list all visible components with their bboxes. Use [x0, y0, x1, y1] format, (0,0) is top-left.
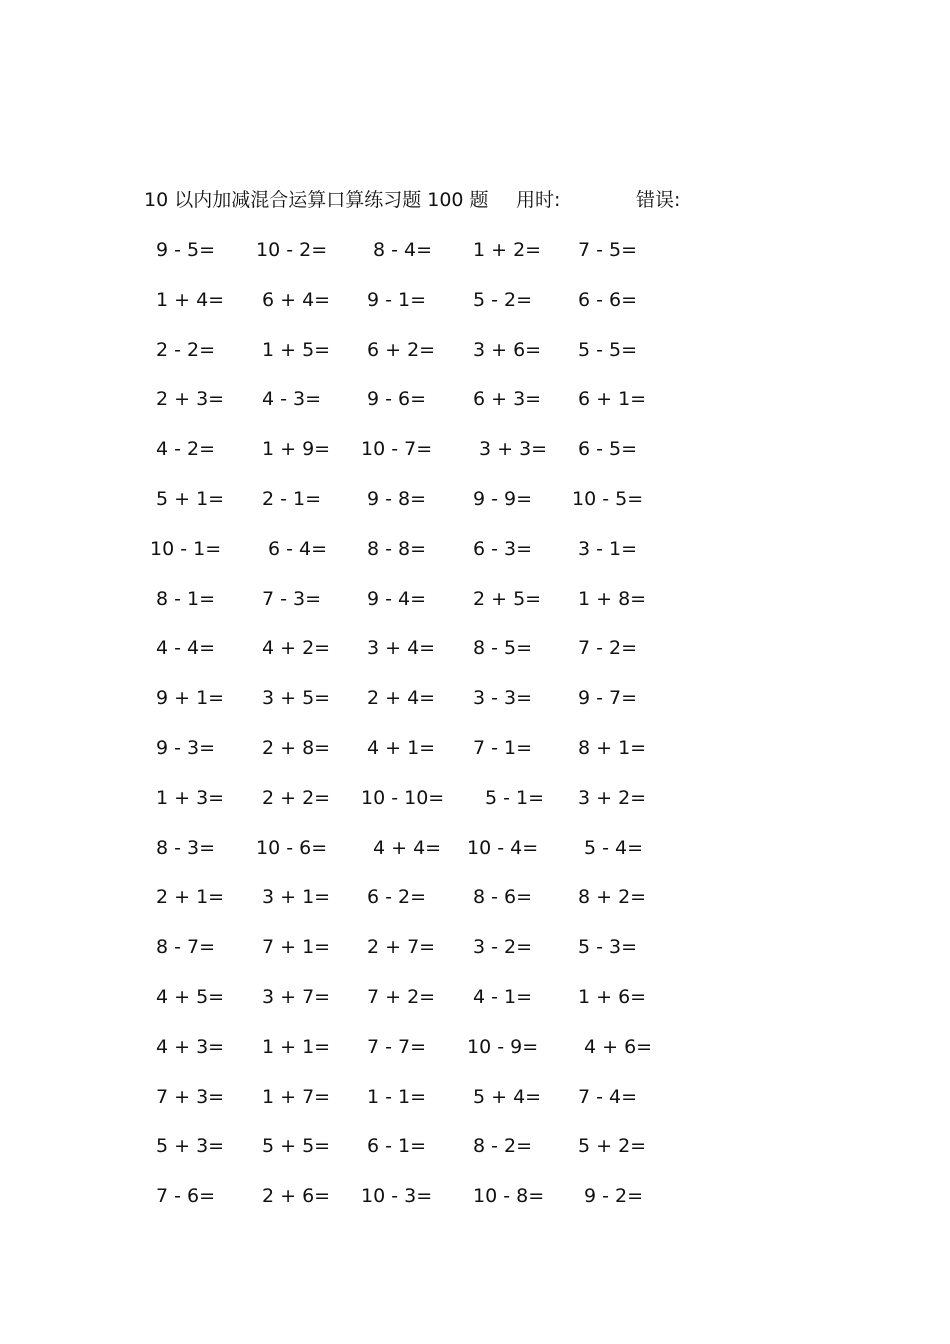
problem-item: 2 - 2= — [156, 338, 216, 361]
problem-item: 6 - 3= — [473, 537, 533, 560]
problem-row — [0, 834, 950, 884]
problem-item: 5 + 3= — [156, 1135, 225, 1158]
problem-row — [0, 435, 950, 485]
problem-item: 9 - 5= — [156, 239, 216, 261]
problem-item: 8 + 1= — [578, 736, 647, 759]
problem-item: 8 - 4= — [373, 239, 433, 261]
problem-item: 5 - 5= — [578, 338, 638, 361]
problem-item: 3 + 7= — [262, 985, 331, 1008]
problem-item: 4 + 5= — [156, 985, 225, 1008]
problem-item: 3 + 6= — [473, 338, 542, 361]
problem-item: 6 - 2= — [367, 886, 427, 909]
errors-label: 错误: — [636, 189, 681, 211]
problem-item: 10 - 3= — [361, 1185, 433, 1208]
problem-item: 1 + 6= — [578, 985, 647, 1008]
problem-item: 1 + 5= — [262, 338, 331, 361]
problem-row — [0, 1083, 950, 1133]
problem-item: 8 - 5= — [473, 637, 533, 660]
problem-item: 3 + 5= — [262, 687, 331, 710]
problem-row — [0, 784, 950, 834]
problem-item: 6 + 4= — [262, 288, 331, 311]
problem-item: 9 + 1= — [156, 687, 225, 710]
problem-item: 3 + 4= — [367, 637, 436, 660]
problem-item: 2 + 1= — [156, 886, 225, 909]
problem-row — [0, 983, 950, 1033]
problem-item: 2 + 6= — [262, 1185, 331, 1208]
problem-item: 6 + 2= — [367, 338, 436, 361]
problem-item: 1 + 2= — [473, 239, 542, 261]
problem-row — [0, 634, 950, 684]
problem-item: 2 + 2= — [262, 786, 331, 809]
problem-item: 4 - 4= — [156, 637, 216, 660]
problem-item: 10 - 4= — [467, 836, 539, 859]
problem-item: 10 - 9= — [467, 1035, 539, 1058]
problem-item: 5 + 5= — [262, 1135, 331, 1158]
problem-row — [0, 734, 950, 784]
problem-item: 9 - 7= — [578, 687, 638, 710]
problem-row — [0, 933, 950, 983]
problem-item: 1 + 8= — [578, 587, 647, 610]
problem-item: 8 + 2= — [578, 886, 647, 909]
problem-item: 9 - 8= — [367, 487, 427, 510]
problem-row — [0, 236, 950, 286]
problem-item: 3 - 2= — [473, 936, 533, 959]
problem-item: 9 - 9= — [473, 487, 533, 510]
problem-item: 1 - 1= — [367, 1085, 427, 1108]
problem-item: 5 + 2= — [578, 1135, 647, 1158]
problem-row — [0, 883, 950, 933]
problem-item: 9 - 6= — [367, 388, 427, 411]
problem-item: 10 - 6= — [256, 836, 328, 859]
problem-item: 6 - 4= — [268, 537, 328, 560]
problem-item: 9 - 4= — [367, 587, 427, 610]
problem-item: 4 + 1= — [367, 736, 436, 759]
problem-item: 7 - 4= — [578, 1085, 638, 1108]
problem-item: 4 - 2= — [156, 438, 216, 461]
problem-item: 4 + 2= — [262, 637, 331, 660]
problem-item: 7 - 1= — [473, 736, 533, 759]
problem-item: 3 + 1= — [262, 886, 331, 909]
problem-item: 6 + 1= — [578, 388, 647, 411]
problem-item: 5 - 4= — [584, 836, 644, 859]
problem-grid — [0, 236, 950, 1232]
problem-item: 5 + 1= — [156, 487, 225, 510]
problem-item: 4 + 3= — [156, 1035, 225, 1058]
problem-item: 8 - 7= — [156, 936, 216, 959]
problem-item: 9 - 2= — [584, 1185, 644, 1208]
problem-item: 1 + 1= — [262, 1035, 331, 1058]
problem-row — [0, 485, 950, 535]
problem-item: 2 - 1= — [262, 487, 322, 510]
problem-item: 7 + 1= — [262, 936, 331, 959]
problem-item: 1 + 9= — [262, 438, 331, 461]
problem-item: 7 + 3= — [156, 1085, 225, 1108]
problem-item: 6 - 5= — [578, 438, 638, 461]
problem-item: 8 - 8= — [367, 537, 427, 560]
problem-item: 6 - 6= — [578, 288, 638, 311]
problem-item: 5 + 4= — [473, 1085, 542, 1108]
problem-row — [0, 286, 950, 336]
problem-item: 4 - 1= — [473, 985, 533, 1008]
problem-item: 3 - 1= — [578, 537, 638, 560]
problem-item: 2 + 5= — [473, 587, 542, 610]
problem-item: 10 - 7= — [361, 438, 433, 461]
problem-item: 8 - 2= — [473, 1135, 533, 1158]
problem-item: 7 - 5= — [578, 239, 638, 261]
problem-item: 8 - 1= — [156, 587, 216, 610]
problem-item: 7 - 3= — [262, 587, 322, 610]
problem-row — [0, 585, 950, 635]
problem-item: 10 - 5= — [572, 487, 644, 510]
problem-item: 9 - 3= — [156, 736, 216, 759]
problem-item: 3 + 3= — [479, 438, 548, 461]
problem-item: 5 - 2= — [473, 288, 533, 311]
worksheet-header — [144, 186, 844, 214]
problem-item: 4 - 3= — [262, 388, 322, 411]
problem-item: 6 + 3= — [473, 388, 542, 411]
time-used-label: 用时: — [516, 189, 561, 211]
problem-item: 10 - 2= — [256, 239, 328, 261]
problem-item: 2 + 7= — [367, 936, 436, 959]
problem-item: 7 - 2= — [578, 637, 638, 660]
problem-item: 7 - 6= — [156, 1185, 216, 1208]
problem-row — [0, 1033, 950, 1083]
worksheet-title: 10 以内加减混合运算口算练习题 100 题 — [144, 189, 489, 211]
problem-item: 2 + 8= — [262, 736, 331, 759]
problem-item: 3 - 3= — [473, 687, 533, 710]
problem-item: 9 - 1= — [367, 288, 427, 311]
problem-item: 6 - 1= — [367, 1135, 427, 1158]
problem-item: 3 + 2= — [578, 786, 647, 809]
problem-row — [0, 1132, 950, 1182]
problem-item: 10 - 8= — [473, 1185, 545, 1208]
problem-item: 7 + 2= — [367, 985, 436, 1008]
problem-item: 10 - 1= — [150, 537, 222, 560]
problem-row — [0, 385, 950, 435]
problem-item: 1 + 3= — [156, 786, 225, 809]
problem-item: 5 - 3= — [578, 936, 638, 959]
problem-item: 1 + 4= — [156, 288, 225, 311]
problem-item: 4 + 4= — [373, 836, 442, 859]
problem-item: 2 + 3= — [156, 388, 225, 411]
problem-item: 8 - 3= — [156, 836, 216, 859]
problem-item: 4 + 6= — [584, 1035, 653, 1058]
problem-item: 7 - 7= — [367, 1035, 427, 1058]
problem-row — [0, 336, 950, 386]
problem-row — [0, 535, 950, 585]
problem-row — [0, 684, 950, 734]
problem-item: 5 - 1= — [485, 786, 545, 809]
problem-item: 8 - 6= — [473, 886, 533, 909]
problem-row — [0, 1182, 950, 1232]
problem-item: 10 - 10= — [361, 786, 445, 809]
problem-item: 2 + 4= — [367, 687, 436, 710]
problem-item: 1 + 7= — [262, 1085, 331, 1108]
